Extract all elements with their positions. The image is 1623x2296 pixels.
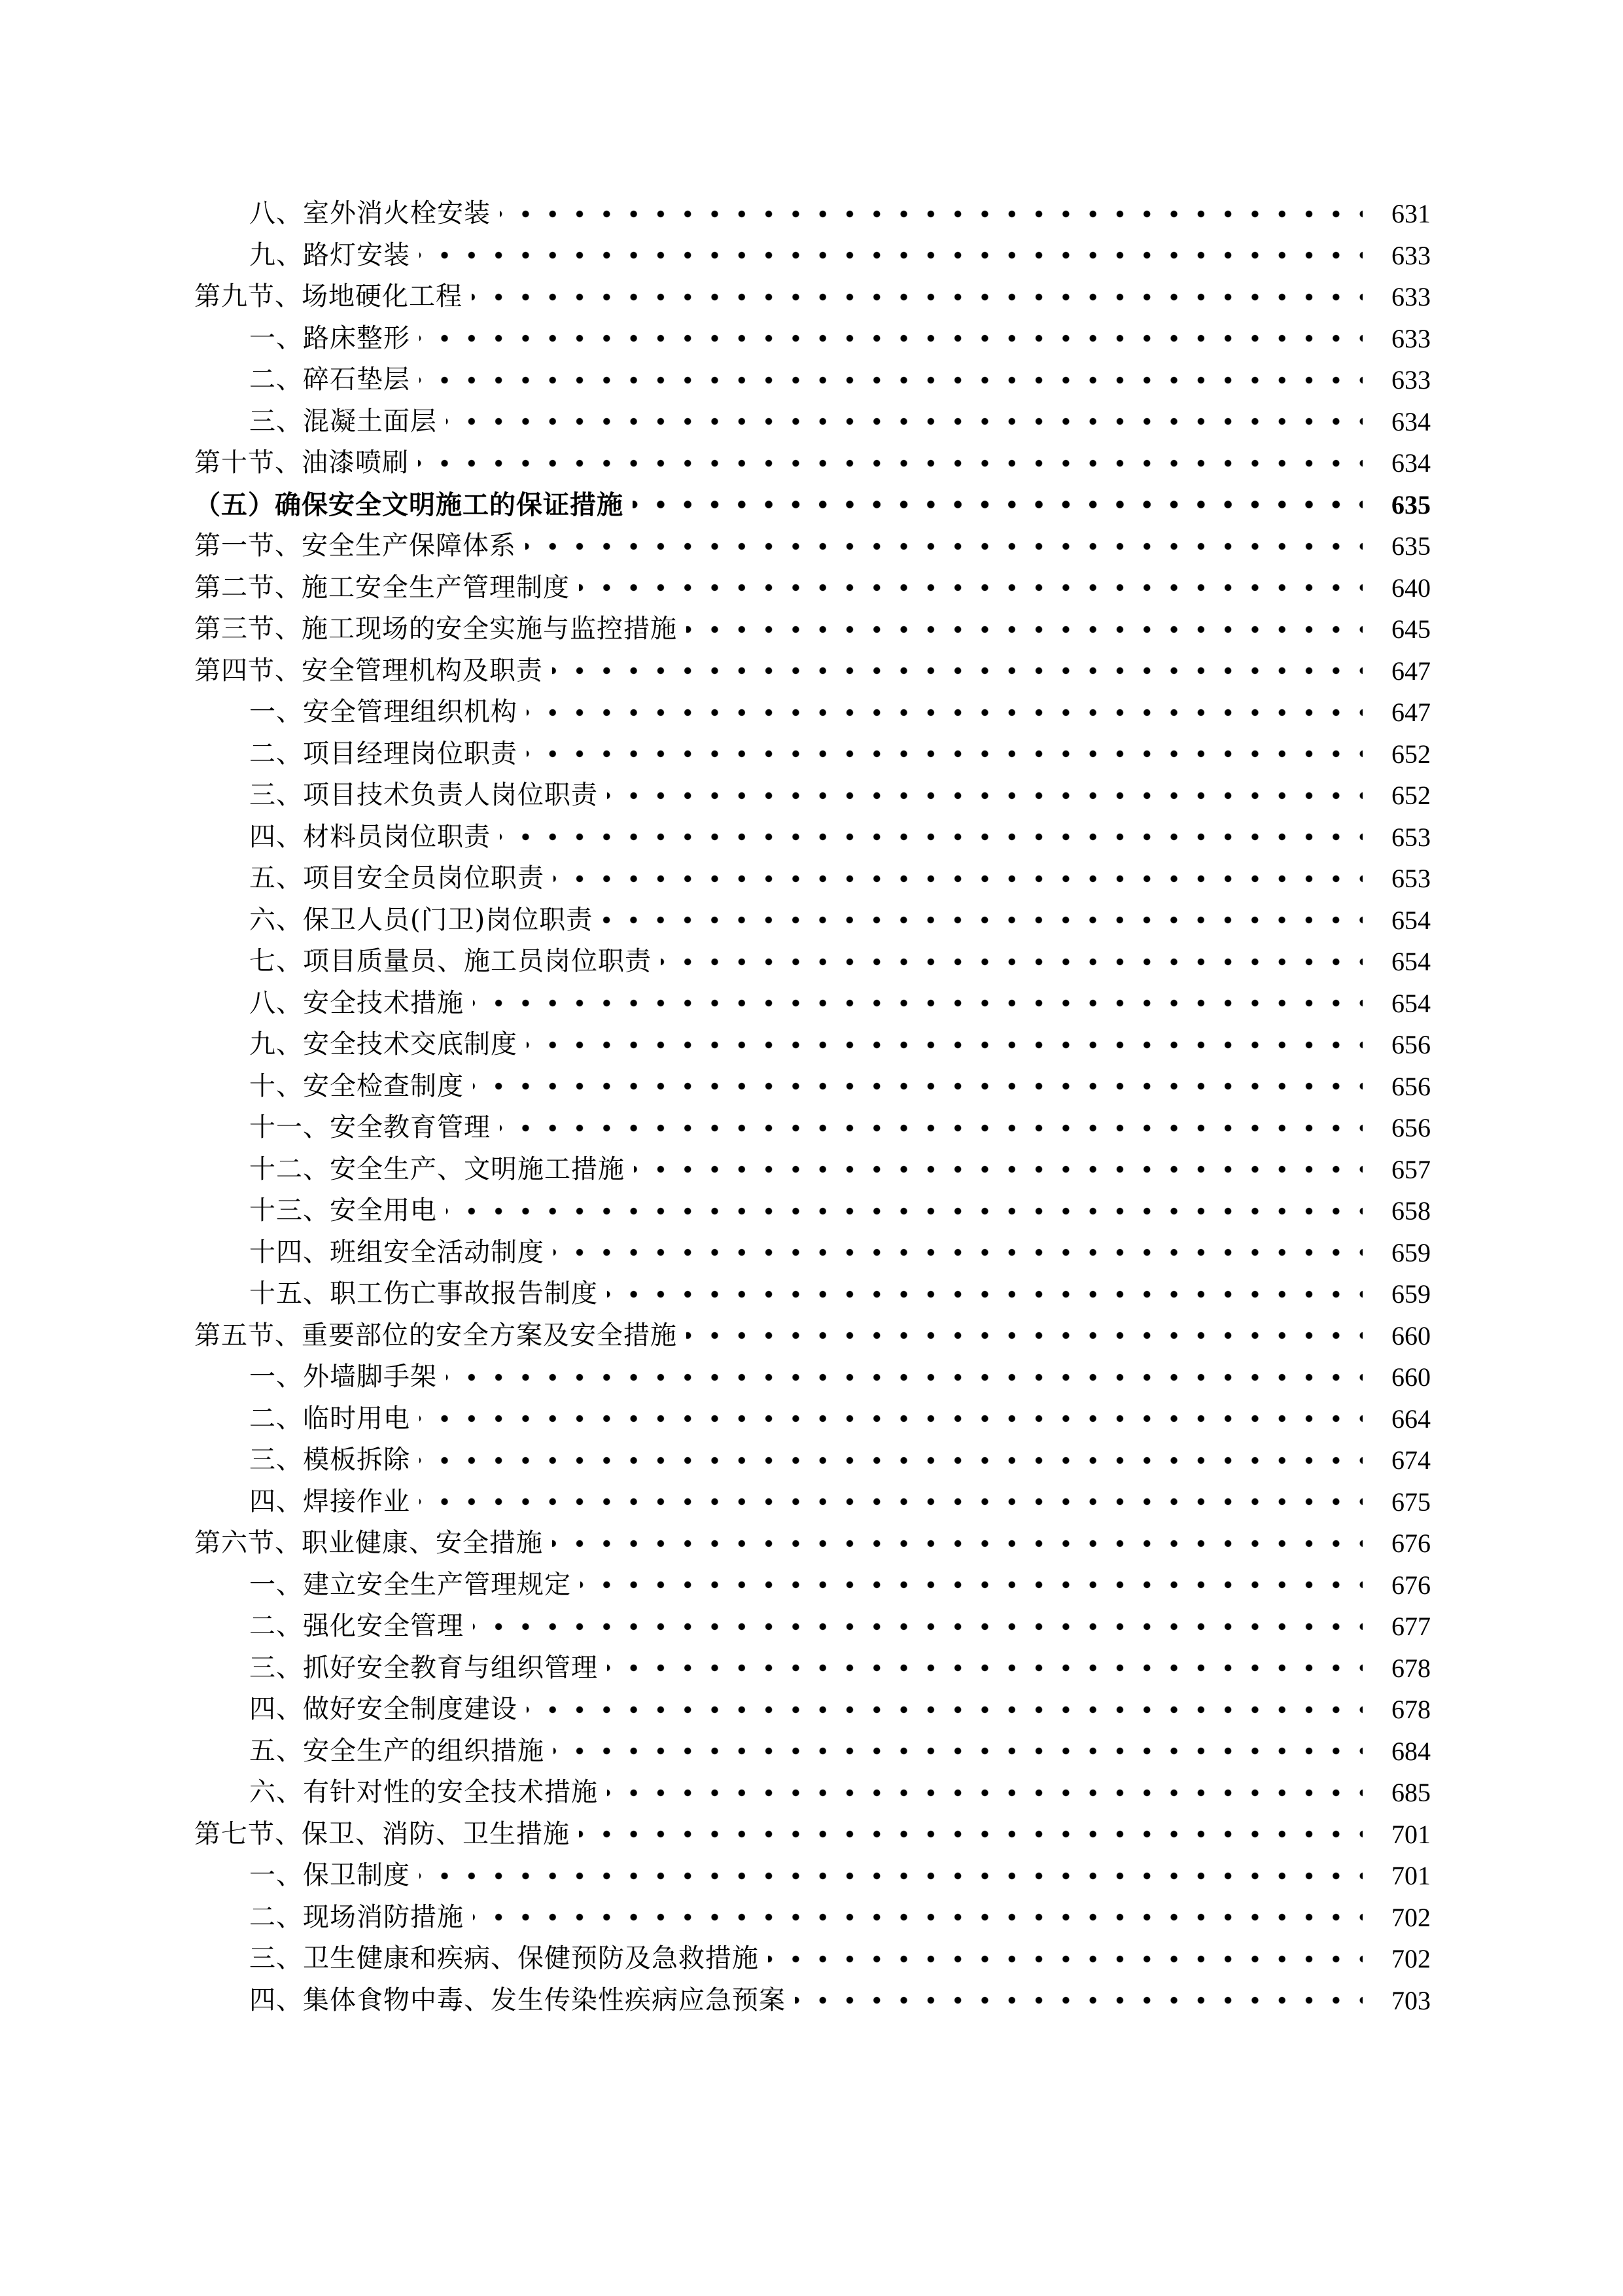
toc-entry-title: 第一节、安全生产保障体系: [194, 525, 525, 567]
toc-entry-page-number: 633: [1391, 240, 1431, 270]
toc-subsection-entry[interactable]: [194, 359, 1431, 401]
toc-entry-title: 十一、安全教育管理: [249, 1107, 500, 1149]
toc-subsection-entry[interactable]: [194, 1356, 1431, 1398]
toc-section-entry[interactable]: [194, 1315, 1431, 1357]
toc-entry-page-number: 653: [1391, 822, 1431, 852]
toc-entry-title: 九、安全技术交底制度: [249, 1024, 527, 1066]
toc-entry-page-number: 654: [1391, 988, 1431, 1018]
toc-entry-title: 三、模板拆除: [249, 1439, 419, 1481]
dot-leader: [527, 750, 1363, 758]
dot-leader: [607, 1664, 1363, 1672]
dot-leader: [525, 542, 1363, 550]
toc-entry-page-number: 678: [1391, 1653, 1431, 1683]
toc-entry-page-number: 633: [1391, 282, 1431, 311]
toc-entry-title: 第十节、油漆喷刷: [194, 442, 418, 484]
toc-entry-page-number: 635: [1391, 489, 1431, 520]
toc-section-entry[interactable]: [194, 1523, 1431, 1564]
toc-section-entry[interactable]: [194, 1814, 1431, 1856]
toc-entry-title: 三、项目技术负责人岗位职责: [249, 775, 607, 817]
dot-leader: [661, 958, 1363, 966]
toc-section-entry[interactable]: [194, 442, 1431, 484]
toc-entry-page-number: 685: [1391, 1778, 1431, 1807]
toc-subsection-entry[interactable]: [194, 318, 1431, 360]
toc-entry-page-number: 633: [1391, 365, 1431, 395]
toc-entry-page-number: 658: [1391, 1196, 1431, 1226]
dot-leader: [686, 626, 1363, 633]
toc-subsection-entry[interactable]: [194, 900, 1431, 942]
toc-entry-page-number: 702: [1391, 1902, 1431, 1932]
toc-entry-page-number: 660: [1391, 1362, 1431, 1392]
toc-entry-page-number: 678: [1391, 1695, 1431, 1724]
toc-subsection-entry[interactable]: [194, 1772, 1431, 1814]
toc-entry-page-number: 684: [1391, 1736, 1431, 1766]
dot-leader: [553, 1747, 1363, 1755]
dot-leader: [553, 875, 1363, 883]
toc-entry-title: 十三、安全用电: [249, 1190, 446, 1232]
dot-leader: [633, 501, 1363, 508]
dot-leader: [579, 1830, 1363, 1838]
dot-leader: [552, 1540, 1363, 1547]
toc-entry-title: 四、集体食物中毒、发生传染性疾病应急预案: [249, 1980, 795, 2022]
toc-entry-title: 二、强化安全管理: [249, 1606, 473, 1648]
dot-leader: [473, 999, 1363, 1007]
toc-entry-page-number: 656: [1391, 1071, 1431, 1101]
toc-section-entry[interactable]: [194, 650, 1431, 692]
dot-leader: [446, 1207, 1363, 1215]
toc-entry-title: 第九节、场地硬化工程: [194, 276, 472, 318]
toc-section-entry[interactable]: [194, 609, 1431, 650]
dot-leader: [419, 1872, 1363, 1880]
toc-entry-page-number: 635: [1391, 531, 1431, 561]
toc-entry-page-number: 701: [1391, 1861, 1431, 1890]
dot-leader: [607, 792, 1363, 800]
toc-subsection-entry[interactable]: [194, 1024, 1431, 1066]
dot-leader: [472, 293, 1363, 301]
toc-entry-page-number: 647: [1391, 656, 1431, 686]
toc-subsection-entry[interactable]: [194, 235, 1431, 277]
toc-subsection-entry[interactable]: [194, 1481, 1431, 1523]
toc-subsection-entry[interactable]: [194, 941, 1431, 983]
toc-entry-page-number: 676: [1391, 1570, 1431, 1600]
toc-entry-page-number: 664: [1391, 1404, 1431, 1434]
dot-leader: [500, 210, 1363, 218]
table-of-contents: [194, 193, 1431, 2021]
toc-entry-page-number: 677: [1391, 1612, 1431, 1641]
dot-leader: [446, 417, 1363, 425]
toc-entry-page-number: 647: [1391, 698, 1431, 727]
toc-entry-title: 七、项目质量员、施工员岗位职责: [249, 941, 661, 983]
toc-entry-page-number: 634: [1391, 448, 1431, 478]
dot-leader: [473, 1913, 1363, 1921]
toc-entry-page-number: 657: [1391, 1154, 1431, 1184]
toc-entry-title: 四、做好安全制度建设: [249, 1689, 527, 1731]
toc-entry-page-number: 656: [1391, 1113, 1431, 1142]
toc-subsection-entry[interactable]: [194, 733, 1431, 775]
dot-leader: [419, 251, 1363, 259]
toc-entry-page-number: 702: [1391, 1944, 1431, 1973]
toc-entry-page-number: 675: [1391, 1487, 1431, 1517]
dot-leader: [553, 1248, 1363, 1256]
toc-entry-page-number: 701: [1391, 1819, 1431, 1849]
toc-subsection-entry[interactable]: [194, 1731, 1431, 1773]
dot-leader: [419, 1415, 1363, 1422]
dot-leader: [552, 667, 1363, 675]
dot-leader: [634, 1165, 1363, 1173]
dot-leader: [602, 916, 1363, 924]
toc-entry-page-number: 645: [1391, 614, 1431, 644]
dot-leader: [795, 1996, 1363, 2004]
toc-entry-title: 十、安全检查制度: [249, 1066, 473, 1108]
dot-leader: [419, 1498, 1363, 1506]
toc-entry-page-number: 631: [1391, 199, 1431, 228]
toc-entry-title: 一、外墙脚手架: [249, 1356, 446, 1398]
toc-entry-title: 八、安全技术措施: [249, 983, 473, 1025]
dot-leader: [419, 334, 1363, 342]
toc-section-entry[interactable]: [194, 276, 1431, 318]
toc-entry-page-number: 652: [1391, 739, 1431, 769]
toc-entry-page-number: 656: [1391, 1030, 1431, 1059]
toc-entry-page-number: 640: [1391, 573, 1431, 603]
toc-entry-page-number: 653: [1391, 864, 1431, 893]
toc-entry-title: 第六节、职业健康、安全措施: [194, 1523, 552, 1564]
toc-entry-title: 五、安全生产的组织措施: [249, 1731, 553, 1773]
toc-entry-title: 三、混凝土面层: [249, 401, 446, 443]
dot-leader: [446, 1373, 1363, 1381]
toc-entry-title: 第四节、安全管理机构及职责: [194, 650, 552, 692]
dot-leader: [419, 376, 1363, 384]
toc-subsection-entry[interactable]: [194, 1107, 1431, 1149]
toc-entry-page-number: 660: [1391, 1320, 1431, 1351]
toc-entry-page-number: 659: [1391, 1279, 1431, 1309]
toc-subsection-entry[interactable]: [194, 692, 1431, 733]
toc-subsection-entry[interactable]: [194, 1149, 1431, 1191]
toc-subsection-entry[interactable]: [194, 1897, 1431, 1939]
toc-subsection-entry[interactable]: [194, 1980, 1431, 2022]
toc-subsection-entry[interactable]: [194, 1439, 1431, 1481]
toc-entry-page-number: 654: [1391, 905, 1431, 935]
toc-entry-title: 第三节、施工现场的安全实施与监控措施: [194, 609, 686, 650]
toc-entry-title: 三、抓好安全教育与组织管理: [249, 1648, 607, 1689]
toc-entry-page-number: 659: [1391, 1237, 1431, 1267]
dot-leader: [527, 1041, 1363, 1049]
toc-subsection-entry[interactable]: [194, 983, 1431, 1025]
toc-entry-title: 二、临时用电: [249, 1398, 419, 1440]
dot-leader: [419, 1457, 1363, 1464]
toc-entry-page-number: 703: [1391, 1985, 1431, 2015]
toc-subsection-entry[interactable]: [194, 1938, 1431, 1980]
toc-entry-title: 一、保卫制度: [249, 1855, 419, 1897]
toc-subsection-entry[interactable]: [194, 1273, 1431, 1315]
toc-entry-title: 五、项目安全员岗位职责: [249, 858, 553, 900]
toc-entry-title: 第二节、施工安全生产管理制度: [194, 567, 579, 609]
toc-subsection-entry[interactable]: [194, 1855, 1431, 1897]
dot-leader: [686, 1332, 1363, 1339]
toc-entry-page-number: 634: [1391, 406, 1431, 436]
toc-subsection-entry[interactable]: [194, 1648, 1431, 1689]
toc-entry-page-number: 674: [1391, 1445, 1431, 1475]
toc-entry-page-number: 654: [1391, 947, 1431, 976]
dot-leader: [607, 1789, 1363, 1797]
toc-entry-title: 四、材料员岗位职责: [249, 817, 500, 858]
dot-leader: [579, 584, 1363, 592]
toc-entry-title: 十五、职工伤亡事故报告制度: [249, 1273, 607, 1315]
dot-leader: [768, 1955, 1363, 1963]
toc-subsection-entry[interactable]: [194, 1398, 1431, 1440]
toc-entry-title: 第五节、重要部位的安全方案及安全措施: [194, 1315, 686, 1357]
toc-entry-title: 六、保卫人员(门卫)岗位职责: [249, 900, 602, 942]
toc-entry-title: 十四、班组安全活动制度: [249, 1232, 553, 1274]
toc-subsection-entry[interactable]: [194, 401, 1431, 443]
toc-subsection-entry[interactable]: [194, 1232, 1431, 1274]
toc-chapter-entry[interactable]: [194, 484, 1431, 526]
toc-entry-page-number: 676: [1391, 1528, 1431, 1558]
toc-entry-title: （五）确保安全文明施工的保证措施: [194, 484, 633, 526]
dot-leader: [500, 1124, 1363, 1132]
toc-entry-title: 四、焊接作业: [249, 1481, 419, 1523]
toc-subsection-entry[interactable]: [194, 817, 1431, 858]
toc-entry-title: 三、卫生健康和疾病、保健预防及急救措施: [249, 1938, 768, 1980]
toc-subsection-entry[interactable]: [194, 775, 1431, 817]
toc-subsection-entry[interactable]: [194, 858, 1431, 900]
toc-entry-page-number: 652: [1391, 781, 1431, 810]
toc-entry-title: 一、路床整形: [249, 318, 419, 360]
toc-entry-title: 十二、安全生产、文明施工措施: [249, 1149, 634, 1191]
dot-leader: [500, 833, 1363, 841]
dot-leader: [418, 459, 1363, 467]
toc-subsection-entry[interactable]: [194, 1190, 1431, 1232]
toc-entry-title: 第七节、保卫、消防、卫生措施: [194, 1814, 579, 1856]
dot-leader: [473, 1623, 1363, 1631]
toc-subsection-entry[interactable]: [194, 1066, 1431, 1108]
toc-section-entry[interactable]: [194, 567, 1431, 609]
dot-leader: [527, 709, 1363, 716]
toc-entry-title: 一、安全管理组织机构: [249, 692, 527, 733]
toc-subsection-entry[interactable]: [194, 193, 1431, 235]
toc-entry-title: 二、项目经理岗位职责: [249, 733, 527, 775]
toc-subsection-entry[interactable]: [194, 1564, 1431, 1606]
toc-subsection-entry[interactable]: [194, 1606, 1431, 1648]
toc-section-entry[interactable]: [194, 525, 1431, 567]
toc-entry-title: 六、有针对性的安全技术措施: [249, 1772, 607, 1814]
toc-entry-title: 九、路灯安装: [249, 235, 419, 277]
dot-leader: [580, 1581, 1363, 1589]
toc-entry-title: 八、室外消火栓安装: [249, 193, 500, 235]
toc-entry-title: 二、碎石垫层: [249, 359, 419, 401]
toc-entry-title: 一、建立安全生产管理规定: [249, 1564, 580, 1606]
toc-subsection-entry[interactable]: [194, 1689, 1431, 1731]
toc-entry-page-number: 633: [1391, 323, 1431, 353]
toc-entry-title: 二、现场消防措施: [249, 1897, 473, 1939]
dot-leader: [607, 1290, 1363, 1298]
dot-leader: [473, 1082, 1363, 1090]
dot-leader: [527, 1706, 1363, 1714]
